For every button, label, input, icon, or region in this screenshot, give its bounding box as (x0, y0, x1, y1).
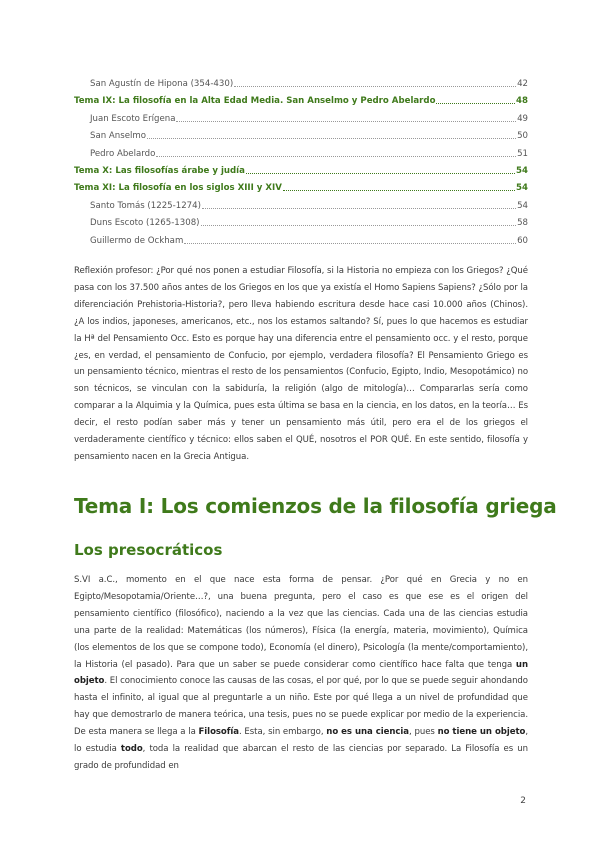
bold-term: todo (120, 744, 143, 755)
reflection-paragraph: Reflexión profesor: ¿Por qué nos ponen a estudiar Filosofía, si la Historia no empieza con los Griegos? ¿Qué pasa con los 37.500 años antes de los Griegos en los que ya existía el Homo Sapiens Sapiens? ¿Sólo por la diferenciación Prehistoria-Historia?, pero lleva habiendo escritura desde hace casi 10.000 años (Chinos). ¿A los indios, japoneses, americanos, etc., nos los estamos saltando? Sí, pues lo que hacemos es estudiar la Hª del Pensamiento Occ. Esto es porque hay una diferencia entre el pensamiento occ. y el resto, porque ¿es, en verdad, el pensamiento de Confucio, por ejemplo, verdadera filosofía? El Pensamiento Griego es un pensamiento técnico, mientras el resto de los pensamientos (Confucio, Egipto, Indio, Mesopotámico) no son técnicos, se vinculan con la sabiduría, la religión (algo de mitología)… Compararlas sería como comparar a la Alquimia y la Química, pues esta última se basa en la ciencia, en los datos, en la teoría… Es decir, el resto podían saber más y tener un pensamiento más útil, pero era el de los griegos el verdaderamente científico y técnico: ellos saben el QUÉ, nosotros el POR QUÉ. En este sentido, filosofía y pensamiento nacen en la Grecia Antigua. (74, 266, 528, 462)
body-paragraph: S.VI a.C., momento en el que nace esta forma de pensar. ¿Por qué en Grecia y no en Egipto/Mesopotamia/Oriente…?, una buena pregunta, pero el caso es que ese es el origen del pensamiento científico (filosófico), naciendo a la vez que las ciencias. Cada una de las ciencias estudia una parte de la realidad: Matemáticas (los números), Física (la energía, materia, movimiento), Química (los elementos de los que se compone todo), Economía (el dinero), Psicología (la mente/comportamiento), la Historia (el pasado). Para que un saber se puede considerar como científico hace falta que tenga un objeto. El conocimiento conoce las causas de las cosas, el por qué, por lo que se puede seguir ahondando hasta el infinito, al igual que al preguntarle a un niño. Este por qué llega a un nivel de profundidad que hay que demostrarlo de manera teórica, una tesis, pues no se puede explicar por medio de la experiencia. De esta manera se llega a la Filosofía. Esta, sin embargo, no es una ciencia, pues no tiene un objeto, lo estudia todo, toda la realidad que abarcan el resto de las ciencias por separado. La Filosofía es un grado de profundidad en (74, 575, 529, 771)
toc-entry[interactable]: San Anselmo 50 (74, 128, 528, 145)
toc-entry[interactable]: Santo Tomás (1225-1274) 54 (74, 198, 528, 215)
bold-term: un objeto (74, 659, 528, 687)
section-heading: Los presocráticos (74, 541, 223, 559)
toc-entry[interactable]: Tema XI: La filosofía en los siglos XIII y XIV 54 (74, 180, 528, 197)
toc-entry[interactable]: Pedro Abelardo 51 (74, 146, 528, 163)
toc-entry[interactable]: Guillermo de Ockham 60 (74, 233, 528, 250)
toc-entry[interactable]: Tema X: Las filosofías árabe y judía 54 (74, 163, 528, 180)
table-of-contents (74, 76, 528, 250)
bold-term: no es una ciencia (326, 727, 410, 738)
toc-entry[interactable]: San Agustín de Hipona (354-430) 42 (74, 76, 528, 93)
page-number: 2 (520, 796, 526, 806)
chapter-heading: Tema I: Los comienzos de la filosofía griega (74, 494, 557, 518)
toc-entry[interactable]: Tema IX: La filosofía en la Alta Edad Media. San Anselmo y Pedro Abelardo 48 (74, 93, 528, 110)
bold-term: no tiene un objeto (437, 727, 526, 738)
toc-entry[interactable]: Duns Escoto (1265-1308) 58 (74, 215, 528, 232)
bold-term: Filosofía (198, 727, 240, 738)
toc-entry[interactable]: Juan Escoto Erígena 49 (74, 111, 528, 128)
